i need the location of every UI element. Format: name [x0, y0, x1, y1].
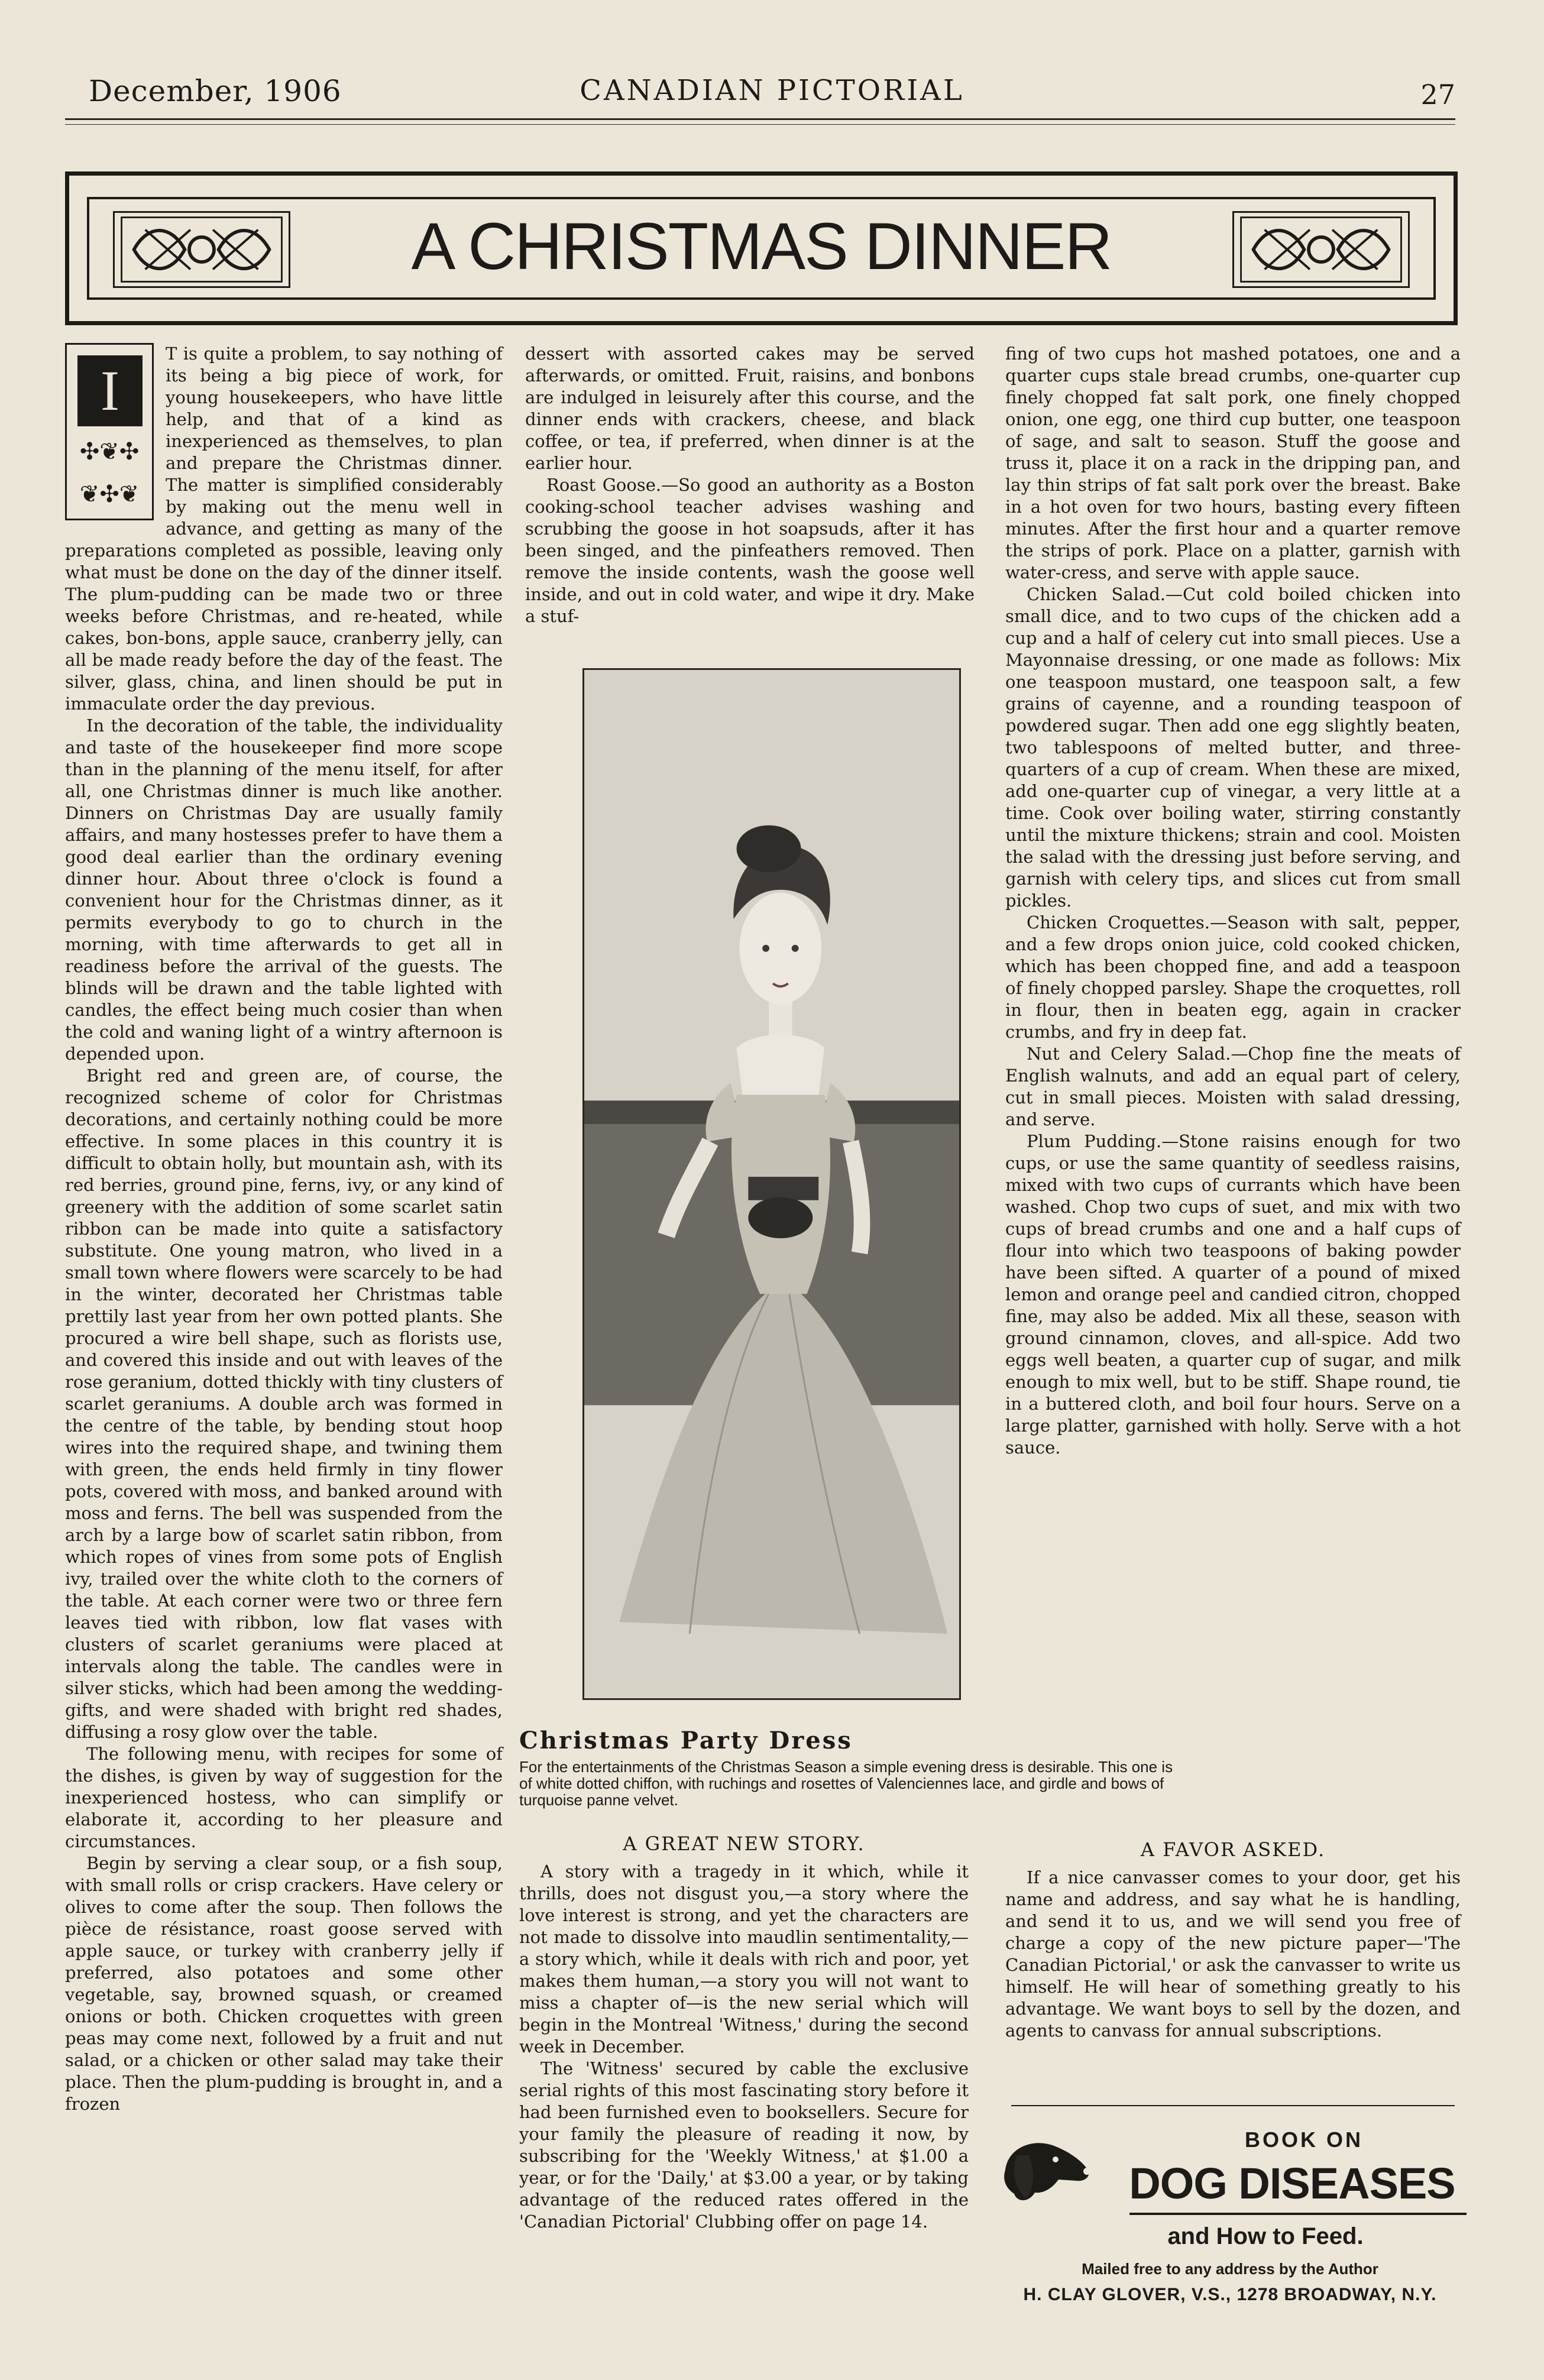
svg-text:❦✣❦: ❦✣❦ — [79, 481, 140, 508]
paragraph: Plum Pudding.—Stone raisins enough for two cups, or use the same quantity of seedless raisins, mixed with two cups of currants which have been washed. Chop two cups of suet, and mix with two cups of bread crumbs and one and a half cups of flour into which two teaspoons of baking powder have been sifted. A quarter of a pound of mixed lemon and orange peel and candied citron, chopped fine, may also be added. Mix all these, season with ground cinnamon, cloves, and all-spice. Add two eggs well beaten, a quarter cup of sugar, and milk enough to mix well, but to be stiff. Shape round, tie in a buttered cloth, and boil four hours. Serve on a large platter, garnished with holly. Serve with a hot sauce. — [1005, 1131, 1461, 1458]
ad-title: DOG DISEASES — [1129, 2159, 1455, 2208]
figure-caption — [519, 1727, 1176, 1809]
article-column-1 — [65, 343, 503, 2115]
paragraph: If a nice canvasser comes to your door, get his name and address, and say what he is handling, and send it to us, and we will send you free of charge a copy of the new picture paper—'The Canadian Pictorial,' or ask the canvasser to write us himself. He will hear of something greatly to his advantage. We want boys to sell by the dozen, and agents to canvass for annual subscriptions. — [1005, 1867, 1461, 2041]
drop-cap-frame — [65, 343, 154, 520]
dog-diseases-advert — [988, 2105, 1472, 2318]
issue-date: December, 1906 — [89, 74, 342, 108]
page-number: 27 — [1420, 79, 1455, 111]
scroll-ornament-icon — [113, 211, 290, 288]
ad-address: H. CLAY GLOVER, V.S., 1278 BROADWAY, N.Y. — [1023, 2285, 1437, 2304]
paragraph: dessert with assorted cakes may be served afterwards, or omitted. Fruit, raisins, and bonbons are indulged in leisurely after this course, and the dinner ends with crackers, cheese, and black coffee, or tea, if preferred, when dinner is at the earlier hour. — [525, 344, 975, 473]
paragraph: Nut and Celery Salad.—Chop fine the meats of English walnuts, and add an equal part of celery, cut in small pieces. Moisten with salad dressing, and serve. — [1005, 1044, 1461, 1129]
paragraph: In the decoration of the table, the individuality and taste of the housekeeper find more scope than in the planning of the menu itself, for after all, one Christmas dinner is much like another. Dinners on Christmas Day are usually family affairs, and many hostesses prefer to have them a good deal earlier than the ordinary evening dinner hour. About three o'clock is found a convenient hour for the Christmas dinner, as it permits everybody to go to church in the morning, with time afterwards to get all in readiness before the arrival of the guests. The blinds will be drawn and the table lighted with candles, the effect being much cosier than when the cold and waning light of a wintry afternoon is depended upon. — [65, 715, 503, 1064]
story-notice — [519, 1833, 969, 2233]
article-title: A CHRISTMAS DINNER — [411, 209, 1112, 283]
svg-text:✣❦✣: ✣❦✣ — [79, 438, 140, 465]
caption-title: Christmas Party Dress — [519, 1727, 853, 1754]
paragraph: Begin by serving a clear soup, or a fish soup, with small rolls or crisp crackers. Have celery or olives to come after the soup. Then follows the pièce de résistance, roast goose served with apple sauce, or turkey with cranberry jelly if preferred, also potatoes and some other vegetable, say, browned squash, or creamed onions or both. Chicken croquettes with green peas may come next, followed by a fruit and nut salad, or a chicken or other salad may take their place. Then the plum-pudding is brought in, and a frozen — [65, 1853, 503, 2114]
favor-heading: A FAVOR ASKED. — [1140, 1838, 1326, 1861]
paragraph: fing of two cups hot mashed potatoes, one and a quarter cups stale bread crumbs, one-quarter cup finely chopped fat salt pork, one finely chopped onion, one egg, one third cup butter, one teaspoon of sage, and salt to season. Stuff the goose and truss it, place it on a rack in the dripping pan, and lay thin strips of fat salt pork over the breast. Bake in a hot oven for two hours, basting every fifteen minutes. After the first hour and a quarter remove the strips of pork. Place on a platter, garnish with water-cress, and serve with apple sauce. — [1005, 344, 1461, 582]
paragraph: Bright red and green are, of course, the recognized scheme of color for Christmas decorations, and certainly nothing could be more effective. In some places in this country it is difficult to obtain holly, but mountain ash, with its red berries, ground pine, ferns, ivy, or any kind of greenery with the addition of some scarlet satin ribbon can be made into quite a satisfactory substitute. One young matron, who lived in a small town where flowers were scarcely to be had in the winter, decorated her Christmas table prettily last year from her own potted plants. She procured a wire bell shape, such as florists use, and covered this inside and out with leaves of the rose geranium, dotted thickly with tiny clusters of scarlet geraniums. A double arch was formed in the centre of the table, by bending stout hoop wires into the required shape, and twining them with green, the ends held firmly in tiny flower pots, covered with moss, and banked around with moss and ferns. The bell was suspended from the arch by a large bow of scarlet satin ribbon, from which ropes of vines from some pots of English ivy, trailed over the white cloth to the corners of the table. At each corner were two or three fern leaves tied with ribbon, low flat vases with clusters of scarlet geraniums were placed at intervals along the table. The candles were in silver sticks, which had been among the wedding-gifts, and were shaded with bright red shades, diffusing a rosy glow over the table. — [65, 1066, 503, 1742]
paragraph: Chicken Croquettes.—Season with salt, pepper, and a few drops onion juice, cold cooked chicken, which has been chopped fine, and add a teaspoon of finely chopped parsley. Shape the croquettes, roll in flour, then in beaten egg, again in cracker crumbs, and fry in deep fat. — [1005, 912, 1461, 1042]
publication-name: CANADIAN PICTORIAL — [580, 74, 964, 107]
running-head — [89, 74, 1455, 115]
favor-notice — [1005, 1839, 1461, 2042]
article-column-2 — [525, 343, 975, 627]
ad-mailed-note: Mailed free to any address by the Author — [1082, 2260, 1378, 2278]
title-inner-frame — [87, 197, 1436, 300]
paragraph: The following menu, with recipes for some of the dishes, is given by way of suggestion for the inexperienced hostess, who can simplify or elaborate it, according to her pleasure and circumstances. — [65, 1744, 503, 1851]
article-column-3 — [1005, 343, 1461, 1459]
drop-cap: I — [77, 355, 143, 426]
paragraph: Chicken Salad.—Cut cold boiled chicken into small dice, and to two cups of the chicken add a cup and a half of celery cut into small pieces. Use a Mayonnaise dressing, or one made as follows: Mix one teaspoon mustard, one teaspoon salt, a few grains of cayenne, and a rounding teaspoon of powdered sugar. Then add one egg slightly beaten, two tablespoons of melted butter, and three-quarters of a cup of cream. When these are mixed, add one-quarter cup of vinegar, a very little at a time. Cook over boiling water, stirring constantly until the mixture thickens; strain and cool. Moisten the salad with the dressing just before serving, and garnish with celery tips, and slices cut from small pickles. — [1005, 584, 1461, 911]
fleuron-icon — [73, 433, 146, 469]
dress-illustration — [582, 668, 961, 1700]
caption-text: For the entertainments of the Christmas Season a simple evening dress is desirable. This one is of white dotted chiffon, with ruchings and rosettes of Valenciennes lace, and girdle and bows of turquoise panne velvet. — [519, 1758, 1173, 1809]
paragraph: Roast Goose.—So good an authority as a Boston cooking-school teacher advises washing and scrubbing the goose in hot soapsuds, after it has been singed, and the pinfeathers removed. Then remove the inside contents, wash the goose well inside, and out in cold water, and wipe it dry. Make a stuf- — [525, 475, 975, 626]
paragraph: T is quite a problem, to say nothing of its being a big piece of work, for young housekeepers, who have little help, and that of a kind as inexperienced as themselves, to plan and prepare the Christmas dinner. The matter is simplified considerably by making out the menu well in advance, and getting as many of the preparations completed as possible, leaving only what must be done on the day of the dinner itself. The plum-pudding can be made two or three weeks before Christmas, and re-heated, while cakes, bon-bons, apple sauce, cranberry jelly, can all be made ready before the day of the feast. The silver, glass, china, and linen should be put in immaculate order the day previous. — [65, 344, 503, 714]
dog-head-icon — [993, 2129, 1094, 2206]
ad-rule — [1011, 2105, 1455, 2106]
header-rule — [65, 118, 1455, 120]
paragraph: The 'Witness' secured by cable the exclusive serial rights of this most fascinating story before it had been furnished even to booksellers. Secure for your family the pleasure of reading it now, by subscribing for the 'Weekly Witness,' at $1.00 a year, or for the 'Daily,' at $3.00 a year, or by taking advantage of the reduced rates offered in the 'Canadian Pictorial' Clubbing offer on page 14. — [519, 2058, 969, 2232]
ad-subtitle: and How to Feed. — [1167, 2223, 1364, 2249]
header-rule-thin — [65, 124, 1455, 125]
story-heading: A GREAT NEW STORY. — [623, 1832, 865, 1855]
ad-kicker: BOOK ON — [1244, 2128, 1363, 2152]
scroll-ornament-icon — [1232, 211, 1410, 288]
ad-title-underline — [1129, 2213, 1467, 2215]
woman-in-gown-icon — [584, 670, 959, 1698]
title-frame — [65, 171, 1458, 325]
fleuron-icon — [73, 476, 146, 511]
paragraph: A story with a tragedy in it which, while it thrills, does not disgust you,—a story where the love interest is strong, and yet the characters are not made to dissolve into maudlin sentimentality,—a story which, while it deals with rich and poor, yet makes them human,—a story you will not want to miss a chapter of—is the new serial which will begin in the Montreal 'Witness,' during the second week in December. — [519, 1861, 969, 2057]
